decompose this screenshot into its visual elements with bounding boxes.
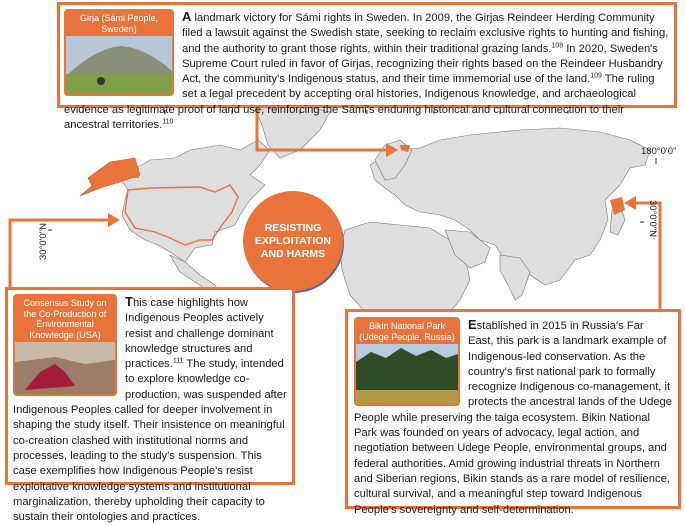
arrow-bikin-icon [624,196,636,210]
badge-line-1: RESISTING [264,221,322,234]
badge-line-3: AND HARMS [260,247,326,260]
case-text-consensus: This case highlights how Indigenous Peoples actively resist and challenge dominant knowledge structures and practices.$^{111}$ The study, intended to explore knowledge co-production, was suspended after Indigenous Peoples called for deeper involvement in shaping the study itself. Their insistence on meaningful co-creation clashed with institutional norms and processes, leading to the study's suspension. This case exemplifies how Indigenous People's resist exploitative knowledge systems and institutional marginalization, thereby upholding their capacity to sustain their ontologies and practices. [13,294,287,524]
case-card-girjas [57,2,677,132]
case-card-bikin [345,309,681,516]
case-label-consensus: Consensus Study on the Co-Production of Environmental Knowledge (USA) [23,298,107,340]
case-thumbnail-bikin [354,317,460,406]
latitude-label-right: 30°0'0"N [647,200,658,237]
badge-line-2: EXPLOITATION [254,234,332,247]
mountain-photo-icon [66,36,172,94]
case-text-girjas: A landmark victory for Sámi rights in Sweden. In 2009, the Girjas Reindeer Herding Community filed a lawsuit against the Swedish state, seeking to reclaim exclusive rights to hunting and fishing, and the authority to grant those rights, within their traditional grazing lands.$^{108}$ In 2020, Sweden's Supreme Court ruled in favor of Girjas, recognizing their rights based on the Reindeer Husbandry Act, the community's Indigenous status, and their time immemorial use of the land.$^{109}$ The ruling set a legal precedent by accepting oral histories, Indigenous knowledge, and archaeological evidence as legitimate proof of land use, reinforcing the Sámi's enduring historical and cultural connection to their ancestral territories.$^{110}$ [64,9,669,132]
latitude-label-left: 30°0'0"N [38,223,49,260]
arrow-consensus-icon [108,213,120,227]
case-label-bikin: Bikin National Park (Udege People, Russia) [359,321,455,342]
canyon-photo-icon [15,342,115,394]
connector-consensus [10,220,115,288]
bc-highlight [133,168,139,178]
case-label-girjas: Girja (Sámi People, Sweden) [79,13,159,34]
center-badge [243,191,343,291]
case-card-consensus [5,287,295,524]
forest-photo-icon [356,344,458,404]
case-thumbnail-girjas [64,9,174,96]
longitude-label: 180°0'0" [641,146,677,157]
case-thumbnail-consensus [13,294,117,396]
case-text-bikin: Established in 2015 in Russia's Far East, this park is a landmark example of Indigenous-led conservation. As the country's first national park to formally recognize Indigenous co-management, it protects the ancestral lands of the Udege People while preserving the taiga ecosystem. Bikin National Park was founded on years of advocacy, legal action, and negotiation between Udege People, environmental groups, and federal authorities. Amid growing industrial threats in Northern and Siberian regions, Bikin stands as a rare model of resilience, cultural survival, and a meaningful step toward Indigenous People's sovereignty and self-determination. [354,317,672,516]
